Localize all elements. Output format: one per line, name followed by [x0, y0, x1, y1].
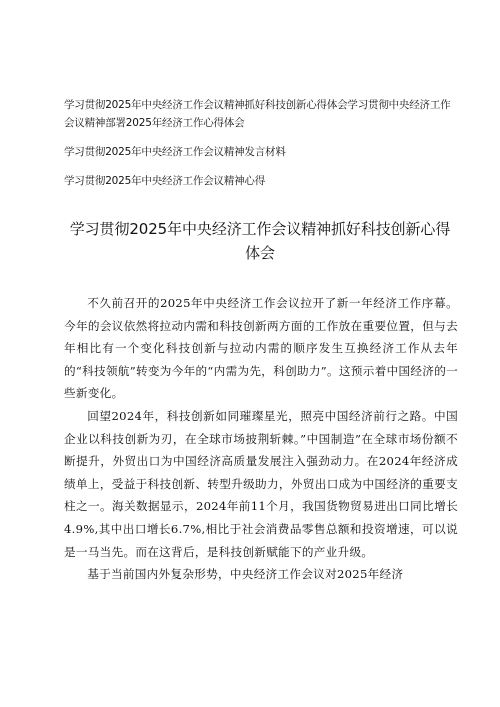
body-paragraph-1: 不久前召开的2025年中央经济工作会议拉开了新一年经济工作序幕。今年的会议依然将拉动内需和科技创新两方面的工作放在重要位置，但与去年相比有一个变化科技创新与拉动内需的顺序发生互换经济工作从去年的“科技领航”转变为今年的“内需为先，科创助力”。这预示着中国经济的一些新变化。 [64, 296, 458, 401]
body-paragraph-3: 基于当前国内外复杂形势，中央经济工作会议对2025年经济 [87, 567, 404, 582]
related-title-2[interactable]: 学习贯彻2025年中央经济工作会议精神发言材料 [64, 146, 286, 158]
document-body [64, 292, 458, 586]
document-title: 学习贯彻2025年中央经济工作会议精神抓好科技创新心得体会 [69, 220, 451, 262]
related-titles-list [64, 96, 456, 190]
body-paragraph-2: 回望2024年，科技创新如同璀璨星光，照亮中国经济前行之路。中国企业以科技创新为刃，在全球市场披荆斩棘。”中国制造”在全球市场份额不断提升，外贸出口为中国经济高质量发展注入强劲动力。在2024年经济成绩单上，受益于科技创新、转型升级助力，外贸出口成为中国经济的重要支柱之一。海关数据显示，2024年前11个月，我国货物贸易进出口同比增长4.9%,其中出口增长6.7%,相比于社会消费品零售总额和投资增速，可以说是一马当先。而在这背后，是科技创新赋能下的产业升级。 [64, 408, 458, 559]
related-title-1[interactable]: 学习贯彻2025年中央经济工作会议精神抓好科技创新心得体会学习贯彻中央经济工作会议精神部署2025年经济工作心得体会 [64, 99, 451, 129]
related-title-3[interactable]: 学习贯彻2025年中央经济工作会议精神心得 [64, 175, 266, 187]
